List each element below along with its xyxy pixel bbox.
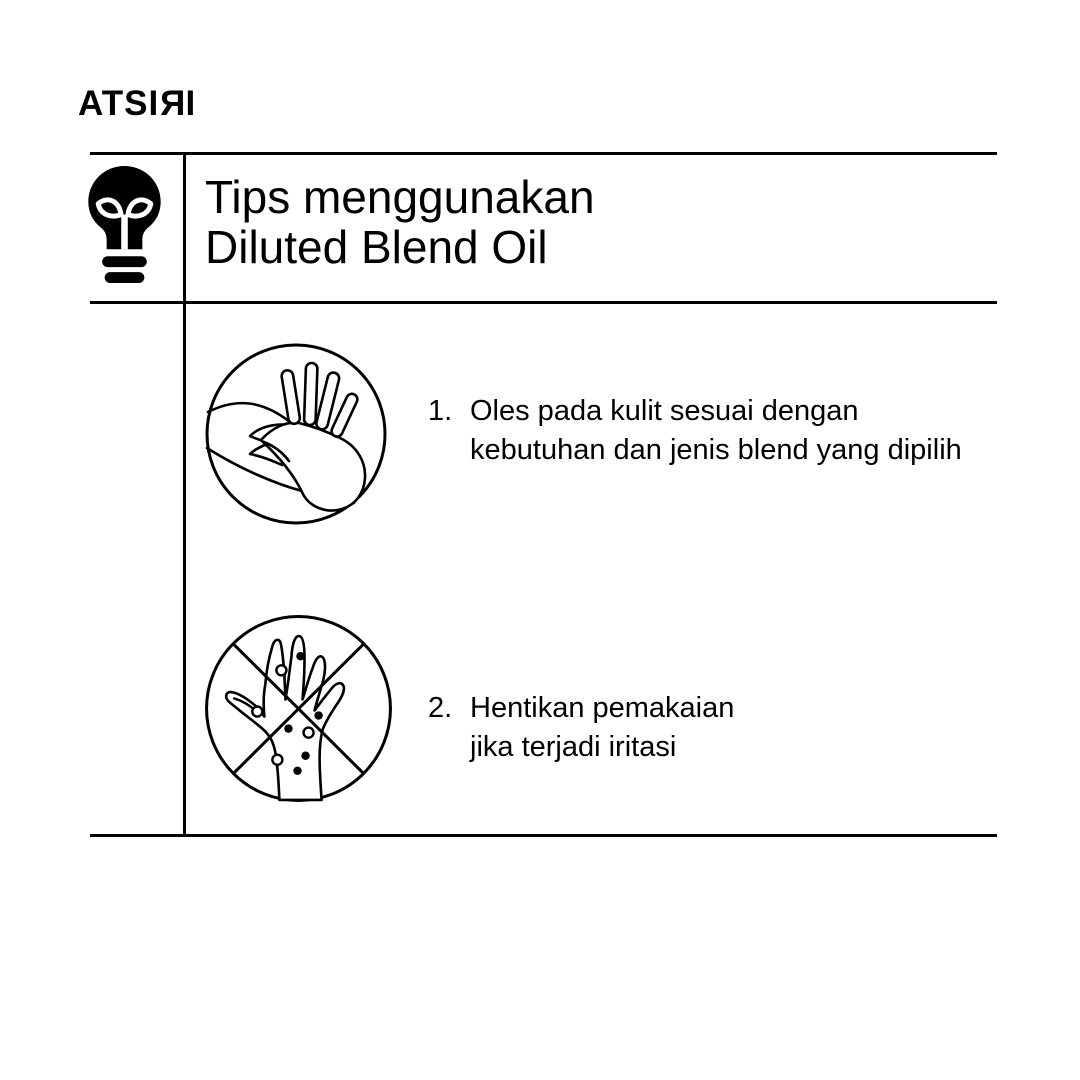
- divider-vertical: [183, 152, 186, 837]
- tip-text: [470, 392, 962, 470]
- divider-bottom: [90, 834, 997, 837]
- stop-if-irritation-hand-illustration: [198, 608, 399, 809]
- brand-logo: ATSIRI: [78, 84, 197, 123]
- tip-item-1: [428, 392, 1008, 470]
- tip-2-line1: Hentikan pemakaian: [470, 692, 735, 724]
- page-title-line2: Diluted Blend Oil: [205, 221, 548, 273]
- tip-item-2: [428, 689, 1008, 767]
- divider-top: [90, 152, 997, 155]
- divider-header-bottom: [90, 301, 997, 304]
- page-title: [205, 172, 595, 272]
- lightbulb-sprout-icon: [87, 165, 162, 284]
- tip-text: [470, 689, 734, 767]
- tip-2-line2: jika terjadi iritasi: [470, 731, 677, 763]
- tip-1-line2: kebutuhan dan jenis blend yang dipilih: [470, 434, 962, 466]
- page-title-line1: Tips menggunakan: [205, 171, 595, 223]
- tip-number: 2.: [428, 692, 453, 724]
- apply-oil-hands-illustration: [204, 342, 388, 526]
- tip-number: 1.: [428, 395, 453, 427]
- tip-1-line1: Oles pada kulit sesuai dengan: [470, 395, 859, 427]
